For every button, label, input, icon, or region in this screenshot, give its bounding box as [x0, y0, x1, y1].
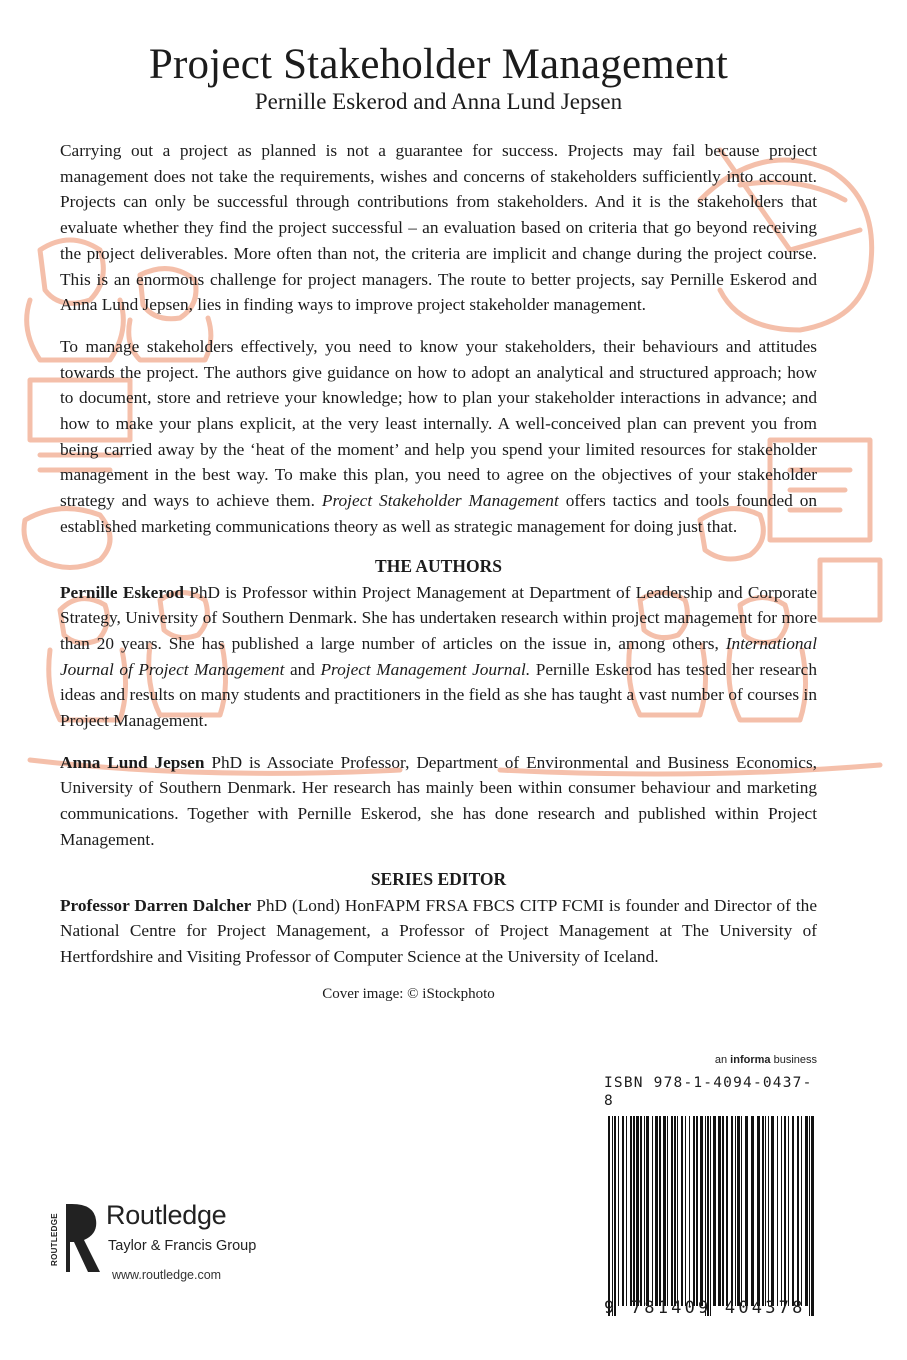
- barcode-bar: [705, 1116, 706, 1316]
- barcode-bar: [671, 1116, 673, 1306]
- barcode-bar: [700, 1116, 703, 1306]
- barcode-bar: [696, 1116, 698, 1306]
- barcode-bar: [622, 1116, 624, 1306]
- barcode-bar: [737, 1116, 740, 1306]
- barcode-bar: [674, 1116, 676, 1306]
- informa-suffix: business: [773, 1054, 817, 1066]
- barcode-bar: [762, 1116, 764, 1306]
- barcode-bar: [768, 1116, 769, 1306]
- barcode-bar: [612, 1116, 613, 1316]
- barcode-bar: [626, 1116, 627, 1306]
- isbn-text: ISBN 978-1-4094-0437-8: [604, 1075, 813, 1109]
- barcode-bar: [689, 1116, 690, 1306]
- barcode-bar: [735, 1116, 736, 1306]
- barcode-digits: 9 781409 404378: [604, 1298, 806, 1318]
- barcode-bar: [608, 1116, 610, 1316]
- barcode-bar: [731, 1116, 733, 1306]
- barcode-bar: [659, 1116, 661, 1306]
- series-editor-heading: SERIES EDITOR: [370, 868, 507, 889]
- barcode-bar: [693, 1116, 695, 1306]
- barcode-bar: [713, 1116, 716, 1306]
- book-title: Project Stakeholder Management: [148, 41, 729, 88]
- barcode-bar: [677, 1116, 678, 1306]
- barcode-bar: [771, 1116, 774, 1306]
- authors-heading: THE AUTHORS: [375, 555, 502, 576]
- series-editor-name: Professor Darren Dalcher: [60, 895, 252, 915]
- author-1-bio: [60, 580, 817, 734]
- barcode-bars: [604, 1116, 818, 1316]
- barcode-bar: [655, 1116, 658, 1306]
- barcode-bar: [667, 1116, 668, 1306]
- barcode-bar: [710, 1116, 711, 1316]
- barcode-bar: [781, 1116, 782, 1306]
- barcode-bar: [614, 1116, 616, 1316]
- book-authors: Pernille Eskerod and Anna Lund Jepsen: [254, 89, 623, 114]
- barcode-bar: [718, 1116, 721, 1306]
- barcode-bar: [805, 1116, 808, 1306]
- cover-image-credit: Cover image: © iStockphoto: [322, 985, 495, 1002]
- barcode-bar: [618, 1116, 619, 1306]
- journal-ijpm: International Journal of Project Management: [60, 633, 817, 679]
- publisher-group: Taylor & Francis Group: [108, 1238, 257, 1254]
- barcode-bar: [644, 1116, 645, 1306]
- author-2-bio-text: PhD is Associate Professor, Department of Environmental and Business Economics, University of Southern Denmark. Her research has mainly been within consumer behaviour and marketing communications. Together with Pernille Eskerod, she has done research and published within Project Management.: [60, 752, 817, 849]
- author-1-and: and: [289, 659, 315, 679]
- journal-pmj: Project Management Journal.: [320, 659, 531, 679]
- barcode-bar: [745, 1116, 748, 1306]
- barcode-bar: [652, 1116, 653, 1306]
- author-2-bio: [60, 750, 817, 853]
- barcode-bar: [741, 1116, 742, 1306]
- barcode-bar: [788, 1116, 789, 1306]
- barcode-bar: [640, 1116, 642, 1306]
- series-editor-bio: [60, 893, 817, 970]
- publisher-name: Routledge: [106, 1200, 227, 1230]
- barcode-bar: [726, 1116, 728, 1306]
- blurb-paragraph-1: Carrying out a project as planned is not a guarantee for success. Projects may fail because project management does not take the requirements, wishes and concerns of stakeholders sufficiently into account. Projects can only be successful through contributions from stakeholders. And it is the stakeholders that evaluate whether they find the project successful – an evaluation based on criteria that go beyond receiving the project deliverables. More often than not, the criteria are implicit and change during the project course. This is an enormous challenge for project managers. The route to better projects, say Pernille Eskerod and Anna Lund Jepsen, lies in finding ways to improve project stakeholder management.: [60, 141, 817, 315]
- barcode-bar: [811, 1116, 814, 1316]
- author-2-name: Anna Lund Jepsen: [60, 752, 205, 772]
- blurb-paragraph-2-lead: To manage stakeholders effectively, you need to know your stakeholders, their behaviours and attitudes towards the project. The authors give guidance on how to adopt an analytical and structured approach; how to document, store and retrieve your knowledge; how to plan your stakeholder interactions in advance; and how to make your plans explicit, at the very least internally. A well-conceived plan can prevent you from being carried away by the ‘heat of the moment’ and help you spend your limited resources for stakeholder management in the best way. To make this plan, you need to agree on the objectives of your stakeholder strategy and ways to achieve them.: [60, 336, 817, 511]
- barcode-bar: [707, 1116, 709, 1316]
- blurb-paragraph-2-tail: offers tactics and tools founded on established marketing communications theory as well as strategic management for doing just that.: [60, 491, 817, 536]
- author-1-bio-text-a: PhD is Professor within Project Management at Department of Leadership and Corporate Strategy, University of Southern Denmark. She has undertaken research within project management for more than 20 years. She has published a large number of articles on the issue in, among others,: [60, 582, 817, 653]
- barcode-bar: [777, 1116, 778, 1306]
- blurb-book-title-italic: Project Stakeholder Management: [321, 491, 559, 511]
- routledge-vertical-wordmark: ROUTLEDGE: [50, 1213, 59, 1266]
- barcode-bar: [663, 1116, 666, 1306]
- informa-tagline: [715, 1054, 817, 1066]
- series-editor-bio-text: PhD (Lond) HonFAPM FRSA FBCS CITP FCMI is founder and Director of the National Centre for Project Management, a Professor of Project Management at The University of Hertfordshire and Visiting Professor of Computer Science at the University of Iceland.: [60, 895, 817, 966]
- barcode-bar: [630, 1116, 632, 1306]
- barcode-bar: [809, 1116, 810, 1316]
- routledge-logo-icon: [36, 1198, 106, 1278]
- author-1-bio-text-b: Pernille Eskerod has tested her research ideas and results on many students and practitioners in the field as she has taught a vast number of courses in Project Management.: [60, 659, 817, 731]
- barcode-bar: [681, 1116, 683, 1306]
- barcode-bar: [685, 1116, 686, 1306]
- blurb-paragraph-2: [60, 334, 817, 540]
- barcode-bar: [751, 1116, 754, 1306]
- barcode-bar: [797, 1116, 799, 1306]
- author-1-name: Pernille Eskerod: [60, 582, 184, 602]
- barcode-bar: [633, 1116, 635, 1306]
- barcode-bar: [757, 1116, 760, 1306]
- barcode-bar: [784, 1116, 786, 1306]
- barcode-bar: [722, 1116, 724, 1306]
- barcode-bar: [636, 1116, 639, 1306]
- barcode-bar: [646, 1116, 649, 1306]
- publisher-url[interactable]: www.routledge.com: [112, 1268, 222, 1282]
- informa-brand: informa: [730, 1054, 771, 1066]
- barcode-bar: [765, 1116, 766, 1306]
- informa-prefix: an: [714, 1054, 728, 1066]
- barcode-bar: [801, 1116, 802, 1306]
- back-cover-content: [60, 0, 817, 1004]
- barcode-bar: [792, 1116, 794, 1306]
- publisher-block: [36, 1198, 296, 1288]
- isbn-barcode: [604, 1074, 818, 1316]
